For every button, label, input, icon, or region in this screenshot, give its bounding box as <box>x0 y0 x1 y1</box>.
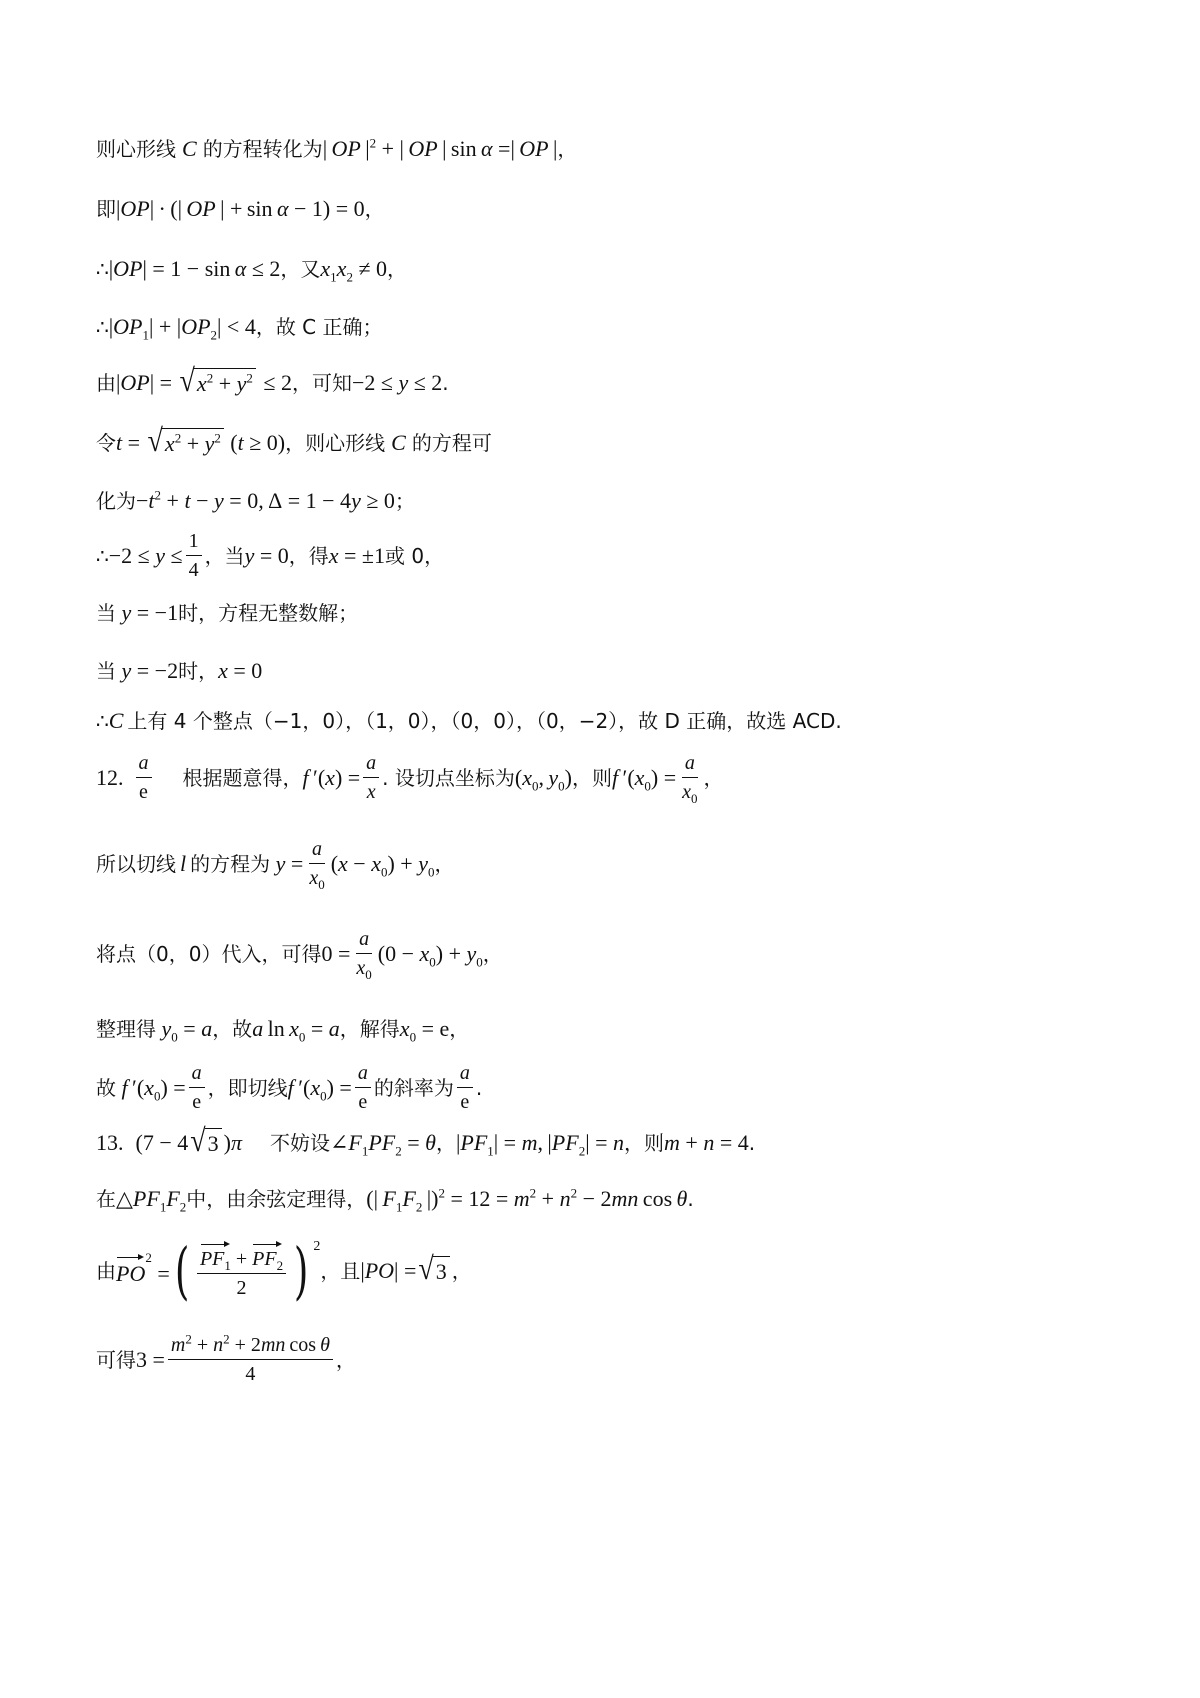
equation: $\triangle PF_1F_2$ <box>116 1186 187 1215</box>
exponent: 2 <box>313 1238 321 1254</box>
fraction: $\frac{m^2 + n^2 + 2mn \cos \theta}{4}$ <box>168 1334 333 1386</box>
text: 故 <box>96 1076 116 1100</box>
text: ，故 <box>212 1017 253 1042</box>
line-9 <box>96 600 1140 626</box>
equation: x = 0 <box>218 658 263 683</box>
text: ， <box>449 1017 470 1042</box>
text: . <box>687 1187 694 1212</box>
fraction: $\frac{a}{e}$ <box>189 1062 205 1114</box>
text: 所以切线 <box>96 852 176 876</box>
text: ， <box>435 1130 456 1155</box>
text: ， <box>387 257 408 282</box>
text: ， <box>451 1259 472 1283</box>
line-6 <box>96 423 1140 460</box>
item-number: 12. <box>96 764 124 790</box>
line-16 <box>96 1062 1140 1114</box>
equation: | OP $|^2$ + | OP | sin α =| OP | <box>322 135 558 161</box>
equation: $(x - x_0) + y_0$ <box>330 850 435 880</box>
fraction: $\frac{1}{4}$ <box>186 530 202 582</box>
text: 整理得 <box>96 1017 156 1042</box>
equation: 3 = <box>136 1346 165 1372</box>
equation: ($x_0$, $y_0$) <box>514 764 572 794</box>
equation: (t ≥ 0) <box>225 429 286 455</box>
equation: a $\ln x_0 = a$ <box>252 1016 340 1045</box>
equation: f $'(x_0)$ = <box>611 764 677 794</box>
line-11 <box>96 708 1140 734</box>
fraction: $\frac{PF_1 + PF_2}{2}$ <box>197 1242 286 1300</box>
text: 不妨设 <box>269 1130 330 1155</box>
var-c: C <box>391 429 406 455</box>
answer: )π <box>223 1129 242 1155</box>
fraction: $\frac{a}{e}$ <box>355 1062 371 1114</box>
text: 时，方程无整数解； <box>178 601 359 626</box>
text: ，当 <box>204 544 245 568</box>
text: 当 <box>96 659 116 684</box>
equation: 0 = <box>321 940 351 966</box>
fraction: $\frac{a}{x_0}$ <box>309 838 325 892</box>
text: 的方程为 <box>190 852 271 876</box>
text: ，则心形线 <box>285 430 386 455</box>
therefore-symbol: ∴ <box>96 315 109 340</box>
line-7 <box>96 488 1140 514</box>
text: 上有 4 个整点（−1，0），（1，0），（0，0），（0，−2），故 D 正确，故选 ACD. <box>127 709 842 734</box>
fraction: $\frac{a}{x_0}$ <box>356 928 372 982</box>
equation: $\angle F_1PF_2 = \theta$ <box>329 1129 436 1158</box>
text: ，且 <box>320 1259 361 1283</box>
text: ， <box>434 852 455 876</box>
equation: f ′(x) = <box>302 764 361 790</box>
line-18 <box>96 1185 1140 1215</box>
fraction: $\frac{a}{x}$ <box>363 752 379 804</box>
equation: |PO| = <box>360 1257 417 1283</box>
therefore-symbol: ∴ <box>96 709 109 734</box>
text: 在 <box>96 1187 116 1212</box>
equation: ≤ 2 <box>257 369 292 395</box>
equation: −2 ≤ y ≤ <box>108 542 183 568</box>
equation: $x_0 = e$ <box>399 1016 450 1045</box>
text: ， <box>482 942 503 966</box>
fraction: $\frac{a}{e}$ <box>136 752 152 804</box>
line-1 <box>96 136 1140 162</box>
text: 即 <box>96 197 116 222</box>
line-20 <box>96 1331 1140 1386</box>
text: ； <box>394 489 415 514</box>
line-4 <box>96 314 1140 343</box>
right-paren: ) <box>293 1234 309 1307</box>
line-13 <box>96 838 1140 890</box>
line-5 <box>96 363 1140 400</box>
line-19 <box>96 1234 1140 1307</box>
therefore-symbol: ∴ <box>96 257 109 282</box>
equation: y = <box>275 850 304 876</box>
text: 化为 <box>96 489 136 514</box>
var-l: l <box>180 850 187 876</box>
sqrt-expression: √ $x^2 + y^2$ <box>148 428 224 457</box>
text: ， <box>703 766 724 790</box>
text: ，又 <box>280 257 321 282</box>
text: . 设切点坐标为 <box>382 766 515 790</box>
equation: m + n = 4 <box>664 1129 749 1155</box>
equation: t = <box>116 429 146 455</box>
text: ，即切线 <box>207 1076 288 1100</box>
text: 则心形线 <box>96 137 176 162</box>
equation: $-t^2 + t - y = 0$, Δ = 1 − 4y ≥ 0 <box>136 487 395 513</box>
text: 的方程可 <box>411 430 492 455</box>
line-17 <box>96 1123 1140 1160</box>
equation: −2 ≤ y ≤ 2 <box>351 369 443 395</box>
equation: (| $F_1F_2$ $|)^2 = 12 = m^2 + n^2 - 2mn$ cos θ <box>366 1185 688 1215</box>
line-3 <box>96 256 1140 285</box>
line-14 <box>96 928 1140 980</box>
equation: $(0 - x_0) + y_0$ <box>377 940 483 970</box>
text: 令 <box>96 430 116 455</box>
equation: y = −2 <box>121 658 179 683</box>
text: 由 <box>96 370 116 395</box>
text: ，得 <box>288 544 329 568</box>
fraction: $\frac{a}{x_0}$ <box>682 752 698 806</box>
text: ，故 C 正确； <box>255 315 383 340</box>
line-2 <box>96 196 1140 222</box>
text: . <box>442 370 449 395</box>
text: ， <box>557 137 578 162</box>
answer: (7 − 4 <box>135 1129 189 1155</box>
equation: $|PF_1| = m$, $|PF_2| = n$ <box>455 1129 624 1158</box>
equation: $PO^2$ = <box>116 1250 170 1286</box>
sqrt-expression: √ $x^2 + y^2$ <box>180 368 256 397</box>
text: 可得 <box>96 1348 136 1372</box>
equation: f $'(x_0)$ = <box>121 1074 186 1104</box>
equation: y = 0 <box>244 542 289 568</box>
sqrt-expression: √ 3 <box>190 1128 221 1157</box>
therefore-symbol: ∴ <box>96 544 109 568</box>
text: 当 <box>96 601 116 626</box>
text: 的斜率为 <box>373 1076 454 1100</box>
equation: $y_0 = a$ <box>161 1016 213 1045</box>
left-paren: ( <box>174 1234 190 1307</box>
item-number: 13. <box>96 1129 124 1155</box>
text: . <box>475 1076 483 1100</box>
equation: |OP| = 1 − sin α ≤ 2 <box>108 256 281 281</box>
text: 时， <box>178 659 219 684</box>
line-12 <box>96 752 1140 804</box>
text: ， <box>335 1348 356 1372</box>
text: 或 0， <box>385 544 445 568</box>
equation: y = −1 <box>121 600 179 625</box>
text: 将点（0，0）代入，可得 <box>96 942 322 966</box>
fraction: $\frac{a}{e}$ <box>457 1062 473 1114</box>
var-c: C <box>108 708 124 733</box>
text: ，可知 <box>291 370 352 395</box>
text: ，则 <box>571 766 612 790</box>
equation: |OP| · (| OP | + sin α − 1) = 0 <box>116 196 365 221</box>
text: ，解得 <box>339 1017 400 1042</box>
equation: x = ±1 <box>328 542 385 568</box>
equation: |OP| = <box>116 369 178 395</box>
text: 的方程转化为 <box>202 137 323 162</box>
text: ， <box>364 197 385 222</box>
equation: $x_1x_2 \ne 0$ <box>320 256 388 285</box>
equation: f $'(x_0)$ = <box>287 1074 352 1104</box>
line-8 <box>96 530 1140 582</box>
line-10 <box>96 658 1140 684</box>
text: ，则 <box>624 1130 664 1155</box>
equation: $|OP_1| + |OP_2| < 4$ <box>108 314 256 343</box>
text: 中，由余弦定理得， <box>186 1187 367 1212</box>
var-c: C <box>182 136 197 161</box>
text: 由 <box>96 1259 116 1283</box>
text: . <box>748 1130 756 1155</box>
sqrt-expression: √ 3 <box>418 1256 449 1285</box>
line-15 <box>96 1016 1140 1045</box>
text: 根据题意得， <box>182 766 303 790</box>
